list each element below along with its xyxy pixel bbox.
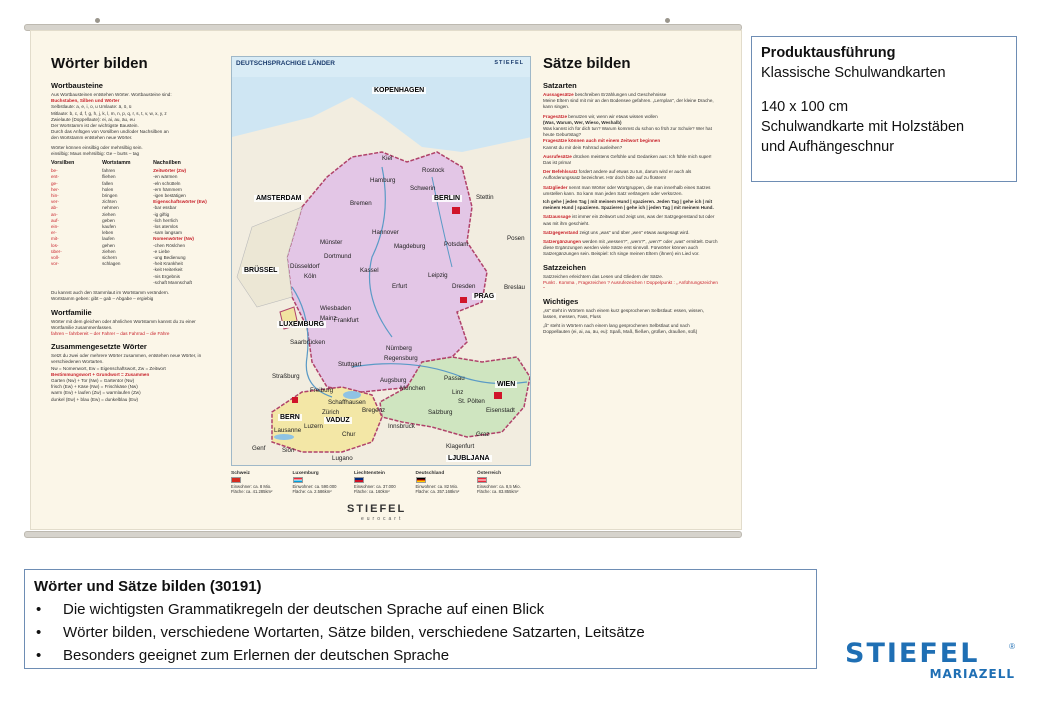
city-label: Rostock (422, 167, 445, 174)
term-text: werden mit „wessen?", „wem?", „wen?" oder „was" ermittelt. Durch diese Ergänzungen werden viele Sätze erst sinnvoll. Fürwörter können auch Satzergänzungen sein. Beispiel: Ich singe meinen Eltern (ihnen) ein Lied vor. (543, 239, 718, 257)
col-vorsilben (51, 160, 98, 286)
word-item: kaufen (102, 224, 116, 230)
line: Zwielaute (Doppellaute): ei, ai, au, äu, eu (51, 116, 135, 122)
term: Aussagesätze (543, 92, 574, 97)
city-label: Kiel (382, 155, 393, 162)
map-german-speaking-countries (231, 56, 531, 466)
city-label: Frankfurt (334, 317, 359, 324)
line: den Wortstamm entstehen neue Wörter. (51, 135, 133, 141)
city-label: Schwerin (410, 185, 436, 192)
city-label: Dresden (452, 283, 476, 290)
chart-brand-logo: STIEFEL (347, 503, 407, 515)
example: Ich gehe | jeden Tag | mit meinem Hund | spazieren. Jeden Tag | gehe ich | mit meinem Hund | spazieren. Spazieren | gehe ich | jeden Tag | mit meinem Hund. (543, 199, 714, 211)
zus-text: Setzt du zwei oder mehrere Wörter zusammen, entstehen neue Wörter, in verschiedenen Wortarten. (51, 353, 202, 365)
col-nachsilben (153, 160, 219, 286)
word-item: -keit Heiterkeit (153, 267, 183, 273)
city-label: Freiburg (310, 387, 334, 394)
city-label: Bremen (350, 200, 372, 207)
nomen-title: Nomenwörter (Nw) (153, 236, 194, 242)
col-wortstamm (102, 160, 149, 286)
word-item: -los atemlos (153, 224, 178, 230)
word-item: ziehen (102, 211, 116, 217)
legend-country: Österreich (477, 471, 501, 476)
city-label: Köln (304, 273, 317, 280)
city-label: Graz (476, 431, 490, 438)
city-label: Bregenz (362, 407, 386, 414)
col-header: Vorsilben (51, 160, 75, 167)
word-item: her- (51, 186, 60, 192)
line: Durch das Anfügen von Vorsilben und/oder Nachsilben an (51, 129, 169, 135)
city-label: Genf (252, 445, 266, 452)
city-label: Zürich (322, 409, 340, 416)
term-text: fordert andere auf etwas zu tun, darum wird er auch als Aufforderungssatz bezeichnet. Hör doch bitte auf zu flüstern! (543, 169, 692, 181)
word-item: ge- (51, 180, 58, 186)
chart-brand-sub: eurocart (361, 516, 404, 522)
product-info-box (751, 36, 1017, 182)
capital-label: VADUZ (326, 417, 350, 424)
description-list (34, 598, 807, 667)
right-panel-title: Sätze bilden (543, 55, 631, 72)
city-label: Posen (507, 235, 525, 242)
intro-text: Aus Wortbausteinen entstehen Wörter. Wortbausteine sind: (51, 92, 172, 97)
word-item: gehen (102, 242, 115, 248)
zeichen-list: Punkt . Komma , Fragezeichen ? Ausrufezeichen ! Doppelpunkt : „ Anführungszeichen " (543, 279, 718, 292)
logo-subtitle: MARIAZELL (929, 667, 1015, 681)
word-item: -schaft Mannschaft (153, 279, 192, 285)
stamm-example: Wortstamm geben: gibt – gab – Abgabe – ergiebig (51, 296, 154, 302)
wichtig-item: „ß" steht in Wörtern nach einem lang gesprochenen Selbstlaut und nach Doppellauten (ei, ai, au, äu, eu): Spaß, Maß, fließen, grüßen, draußen, süß) (543, 322, 698, 334)
city-label: Dortmund (324, 253, 352, 260)
word-item: fliehen (102, 174, 116, 180)
word-item: hin- (51, 193, 59, 199)
term: Satzaussage (543, 214, 571, 220)
word-item: ver- (51, 199, 59, 205)
term: Satzglieder (543, 184, 568, 190)
city-label: Regensburg (384, 355, 418, 362)
capital-label: LJUBLJANA (448, 455, 490, 462)
term-text: zeigt uns „was" und über „wen" etwas ausgesagt wird. (579, 229, 690, 235)
legend-line: Einwohner: ca. 82 Mio. (415, 484, 459, 489)
city-label: Lugano (332, 455, 353, 462)
city-label: Stettin (476, 194, 494, 201)
logo-registered: ® (1009, 642, 1015, 651)
logo-wordmark: STIEFEL (845, 638, 980, 669)
left-panel-title: Wörter bilden (51, 55, 148, 72)
legend-line: Fläche: ca. 41.285km² (231, 489, 273, 494)
city-label: Kassel (360, 267, 379, 274)
city-label: Passau (444, 375, 465, 382)
term: Satzergänzungen (543, 239, 582, 245)
city-label: Wiesbaden (320, 305, 351, 312)
city-label: Magdeburg (394, 243, 426, 250)
zus-row: dunkel (Ew) + blau (Ew) = dunkelblau (Ew) (51, 396, 139, 402)
col-header: Nachsilben (153, 160, 181, 167)
legend-line: Einwohner: ca. 37.000 (354, 484, 396, 489)
word-item: -nis Ergebnis (153, 273, 180, 279)
section-zusammengesetzt: Zusammengesetzte Wörter (51, 342, 147, 352)
term: Fragesätze (543, 113, 568, 119)
word-item: auf- (51, 217, 59, 223)
city-label: Lausanne (274, 427, 302, 434)
city-label: Düsseldorf (290, 263, 320, 270)
term-text: beschreiben Erzählungen und Geschehnisse (574, 92, 667, 97)
map-shapes (232, 57, 531, 466)
legend-country: Deutschland (415, 471, 445, 476)
intro-red: Buchstaben, Silben und Wörter (51, 98, 120, 104)
capital-label: PRAG (474, 293, 495, 300)
austria-flag-icon (477, 477, 487, 483)
stamm-note: Du kannst auch den Stammlaut im Wortstamm verändern. (51, 290, 170, 296)
legend-line: Einwohner: ca. 8 Mio. (231, 484, 272, 489)
legend-luxembourg (293, 471, 347, 513)
wichtig-item: „ss" steht in Wörtern nach einem kurz gesprochenen Selbstlaut: essen, wissen, lassen, messen, Fass, Fluss (543, 308, 704, 320)
city-label: Münster (320, 239, 343, 246)
word-item: los- (51, 242, 59, 248)
line: Wörter können einsilbig oder mehrsilbig sein. (51, 144, 143, 150)
germany-flag-icon (416, 477, 426, 483)
legend-line: Fläche: ca. 83.855km² (477, 489, 519, 494)
product-line: Klassische Schulwandkarten (761, 65, 946, 81)
line: einsilbig: Maus mehrsilbig: Ge – burts – tag (51, 150, 140, 156)
chart-right-panel (543, 55, 718, 525)
word-item: zichten (102, 199, 117, 205)
liechtenstein-flag-icon (354, 477, 364, 483)
city-label: Salzburg (428, 409, 453, 416)
word-item: -e Liebe (153, 248, 170, 254)
legend-line: Fläche: ca. 160km² (354, 489, 390, 494)
nachsilben-ew-list (153, 205, 219, 236)
wall-chart-bottom-rod (24, 531, 742, 538)
term-text: nennt man Wörter oder Wortgruppen, die man innerhalb eines Satzes umstellen kann. So kann man jeden Satz verlängern oder verkürzen. (543, 184, 711, 196)
hanging-hook (95, 18, 100, 23)
word-item: ent- (51, 174, 59, 180)
city-label: Augsburg (380, 377, 407, 384)
zeichen-text: Satzzeichen erleichtern das Lesen und Gliedern der Sätze. (543, 273, 664, 279)
eigen-title: Eigenschaftswörter (Ew) (153, 199, 207, 205)
city-label: Innsbruck (388, 423, 415, 430)
description-bullet: • Besonders geeignet zum Erlernen der deutschen Sprache (34, 644, 807, 667)
capital-label: KOPENHAGEN (374, 87, 425, 94)
city-label: Erfurt (392, 283, 408, 290)
city-label: Eisenstadt (486, 407, 515, 414)
line: Der Wortstamm ist der wichtigste Baustein. (51, 123, 139, 129)
city-label: München (400, 385, 426, 392)
capital-label: BERN (280, 414, 300, 421)
word-item: -en wärmen (153, 174, 178, 180)
example: Kannst du mir dein Fahrrad ausleihen? (543, 144, 623, 150)
word-item: ziehen (102, 248, 116, 254)
product-detail: Schulwandkarte mit Holzstäben (761, 119, 965, 135)
city-label: Potsdam (444, 241, 469, 248)
zus-legend: Nw = Nomenwort, Ew = Eigenschaftswort, Zw = Zeitwort (51, 365, 166, 371)
example: Meine Eltern sind mit mir an den Bodensee gefahren. „Lernplan", der kleine Drache, kann singen. (543, 98, 714, 110)
city-label: Stuttgart (338, 361, 362, 368)
word-item: -ung Bedienung (153, 255, 186, 261)
word-item: leben (102, 230, 114, 236)
word-item: sichern (102, 255, 117, 261)
term-text: drücken meistens Gefühle und Gedanken aus: Ich fühle mich super! Das ist prima! (543, 153, 712, 166)
word-item: -eln schütteln (153, 180, 181, 186)
city-label: Chur (342, 431, 356, 438)
description-title: Wörter und Sätze bilden (30191) (34, 578, 262, 595)
city-label: Linz (452, 389, 464, 396)
legend-country: Luxemburg (292, 471, 319, 476)
example: Was kannst ich für dich tun? Warum kommst du schon so früh zur Schule? Wer hat heute Geburtstag? (543, 126, 712, 138)
city-label: Straßburg (272, 373, 300, 380)
word-item: -heit Krankheit (153, 261, 183, 267)
section-satzzeichen: Satzzeichen (543, 262, 586, 272)
word-item: -lich herrlich (153, 217, 178, 223)
city-label: Saarbrücken (290, 339, 326, 346)
word-item: er- (51, 230, 57, 236)
word-item: fallen (102, 180, 114, 186)
familie-text: Wörter mit dem gleichen oder ähnlichen Wortstamm kannst du zu einer Wortfamilie zusammenfassen. (51, 318, 196, 330)
word-item: geben (102, 217, 115, 223)
map-brand: STIEFEL (494, 60, 524, 66)
legend-country: Liechtenstein (354, 471, 385, 476)
legend-line: Einwohner: ca. 8,5 Mio. (477, 484, 521, 489)
legend-country: Schweiz (231, 471, 250, 476)
map-title: DEUTSCHSPRACHIGE LÄNDER (236, 60, 335, 67)
zus-row: Garten (Nw) + Tor (Nw) = Gartentor (Nw) (51, 377, 135, 383)
section-satzarten: Satzarten (543, 81, 577, 90)
vorsilben-list (51, 168, 98, 267)
city-label: Mainz (320, 315, 337, 322)
word-item: bringen (102, 193, 118, 199)
city-label: Luzern (304, 423, 323, 430)
word-item: mit- (51, 236, 59, 242)
chart-left-panel (51, 55, 219, 525)
city-label: Hannover (372, 229, 399, 236)
word-item: voll- (51, 255, 60, 261)
legend-line: Einwohner: ca. 590.000 (292, 484, 337, 489)
city-label: Breslau (504, 284, 525, 291)
nachsilben-title: Zeitwörter (Zw) (153, 168, 187, 174)
word-item: ein- (51, 224, 59, 230)
city-label: Klagenfurt (446, 443, 475, 450)
legend-austria (477, 471, 531, 513)
line: Mitlaute: b, c, d, f, g, h, j, k, l, m, n, p, q, r, s, t, v, w, x, y, z (51, 110, 167, 116)
familie-example: fahren – fahrbereit – der Fahrer – das Fahrrad – die Fähre (51, 330, 170, 336)
word-item: fahren (102, 168, 116, 174)
word-item: -sam langsam (153, 230, 182, 236)
term-text: ist immer ein Zeitwort und zeigt uns, was der Satzgegenstand tut oder was mit ihm geschieht. (543, 214, 715, 226)
word-item: laufen (102, 236, 115, 242)
stiefel-logo (845, 640, 1017, 682)
term: Der Befehlssatz (543, 169, 578, 175)
zus-row: frisch (Ew) + Käse (Nw) = Frischkäse (Nw) (51, 384, 138, 390)
section-wichtiges: Wichtiges (543, 297, 579, 307)
term: Ausrufesätze (543, 153, 572, 159)
legend-germany (416, 471, 470, 513)
product-size: 140 x 100 cm (761, 99, 849, 115)
product-detail: und Aufhängeschnur (761, 139, 895, 155)
city-label: Schaffhausen (328, 399, 366, 406)
capital-label: LUXEMBURG (279, 321, 325, 328)
line: Selbstlaute: a, e, i, o, u Umlaute: ä, ö, ü (51, 104, 132, 110)
description-bullet: • Die wichtigsten Grammatikregeln der deutschen Sprache auf einen Blick (34, 598, 807, 621)
swiss-flag-icon (231, 477, 241, 483)
wortstamm-list (102, 168, 149, 267)
product-title: Produktausführung (761, 45, 896, 61)
section-wortbausteine: Wortbausteine (51, 81, 103, 90)
term: Satzgegenstand (543, 229, 579, 235)
capital-label: WIEN (497, 381, 516, 388)
word-item: schlagen (102, 261, 121, 267)
word-item: -bar essbar (153, 205, 177, 211)
city-label: St. Pölten (458, 398, 485, 405)
word-item: -igen bestätigen (153, 193, 186, 199)
city-label: Leipzig (428, 272, 448, 279)
word-item: an- (51, 211, 58, 217)
section-wortfamilie: Wortfamilie (51, 307, 92, 317)
capital-label: BERLIN (434, 195, 461, 202)
word-item: über- (51, 248, 62, 254)
term-text: benutzen wir, wenn wir etwas wissen wollen (568, 113, 658, 119)
legend-switzerland (231, 471, 285, 513)
col-header: Wortstamm (102, 160, 131, 167)
word-item: be- (51, 168, 58, 174)
word-item: nehmen (102, 205, 119, 211)
word-item: ab- (51, 205, 58, 211)
word-columns (51, 160, 219, 286)
term: Fragesätze können auch mit einem Zeitwort beginnen (543, 138, 661, 144)
description-bullet: • Wörter bilden, verschiedene Wortarten, Sätze bilden, verschiedene Satzarten, Leitsätze (34, 621, 807, 644)
nachsilben-nw-list (153, 243, 219, 286)
nachsilben-zw-list (153, 174, 219, 199)
word-item: vor- (51, 261, 59, 267)
hanging-hook (665, 18, 670, 23)
wall-chart-image[interactable] (30, 30, 742, 530)
luxembourg-flag-icon (293, 477, 303, 483)
city-label: Hamburg (370, 177, 396, 184)
city-label: Sion (282, 447, 295, 454)
word-item: -ig giftig (153, 211, 170, 217)
zus-header: Bestimmungswort + Grundwort = Zusammen (51, 371, 150, 377)
term-bold: (Was, Warum, Wer, Wieso, Weshalb) (543, 119, 622, 125)
city-label: Nürnberg (386, 345, 412, 352)
legend-line: Fläche: ca. 357.168km² (415, 489, 460, 494)
zus-row: warm (Ew) + laufen (Zw) = warmlaufen (Zw) (51, 390, 141, 396)
legend-line: Fläche: ca. 2.586km² (292, 489, 332, 494)
word-item: -chen Röslchen (153, 242, 186, 248)
capital-label: BRÜSSEL (244, 267, 278, 274)
word-item: -ern hämmern (153, 186, 182, 192)
product-description-box (24, 569, 817, 669)
word-item: holen (102, 186, 114, 192)
capital-label: AMSTERDAM (256, 195, 302, 202)
